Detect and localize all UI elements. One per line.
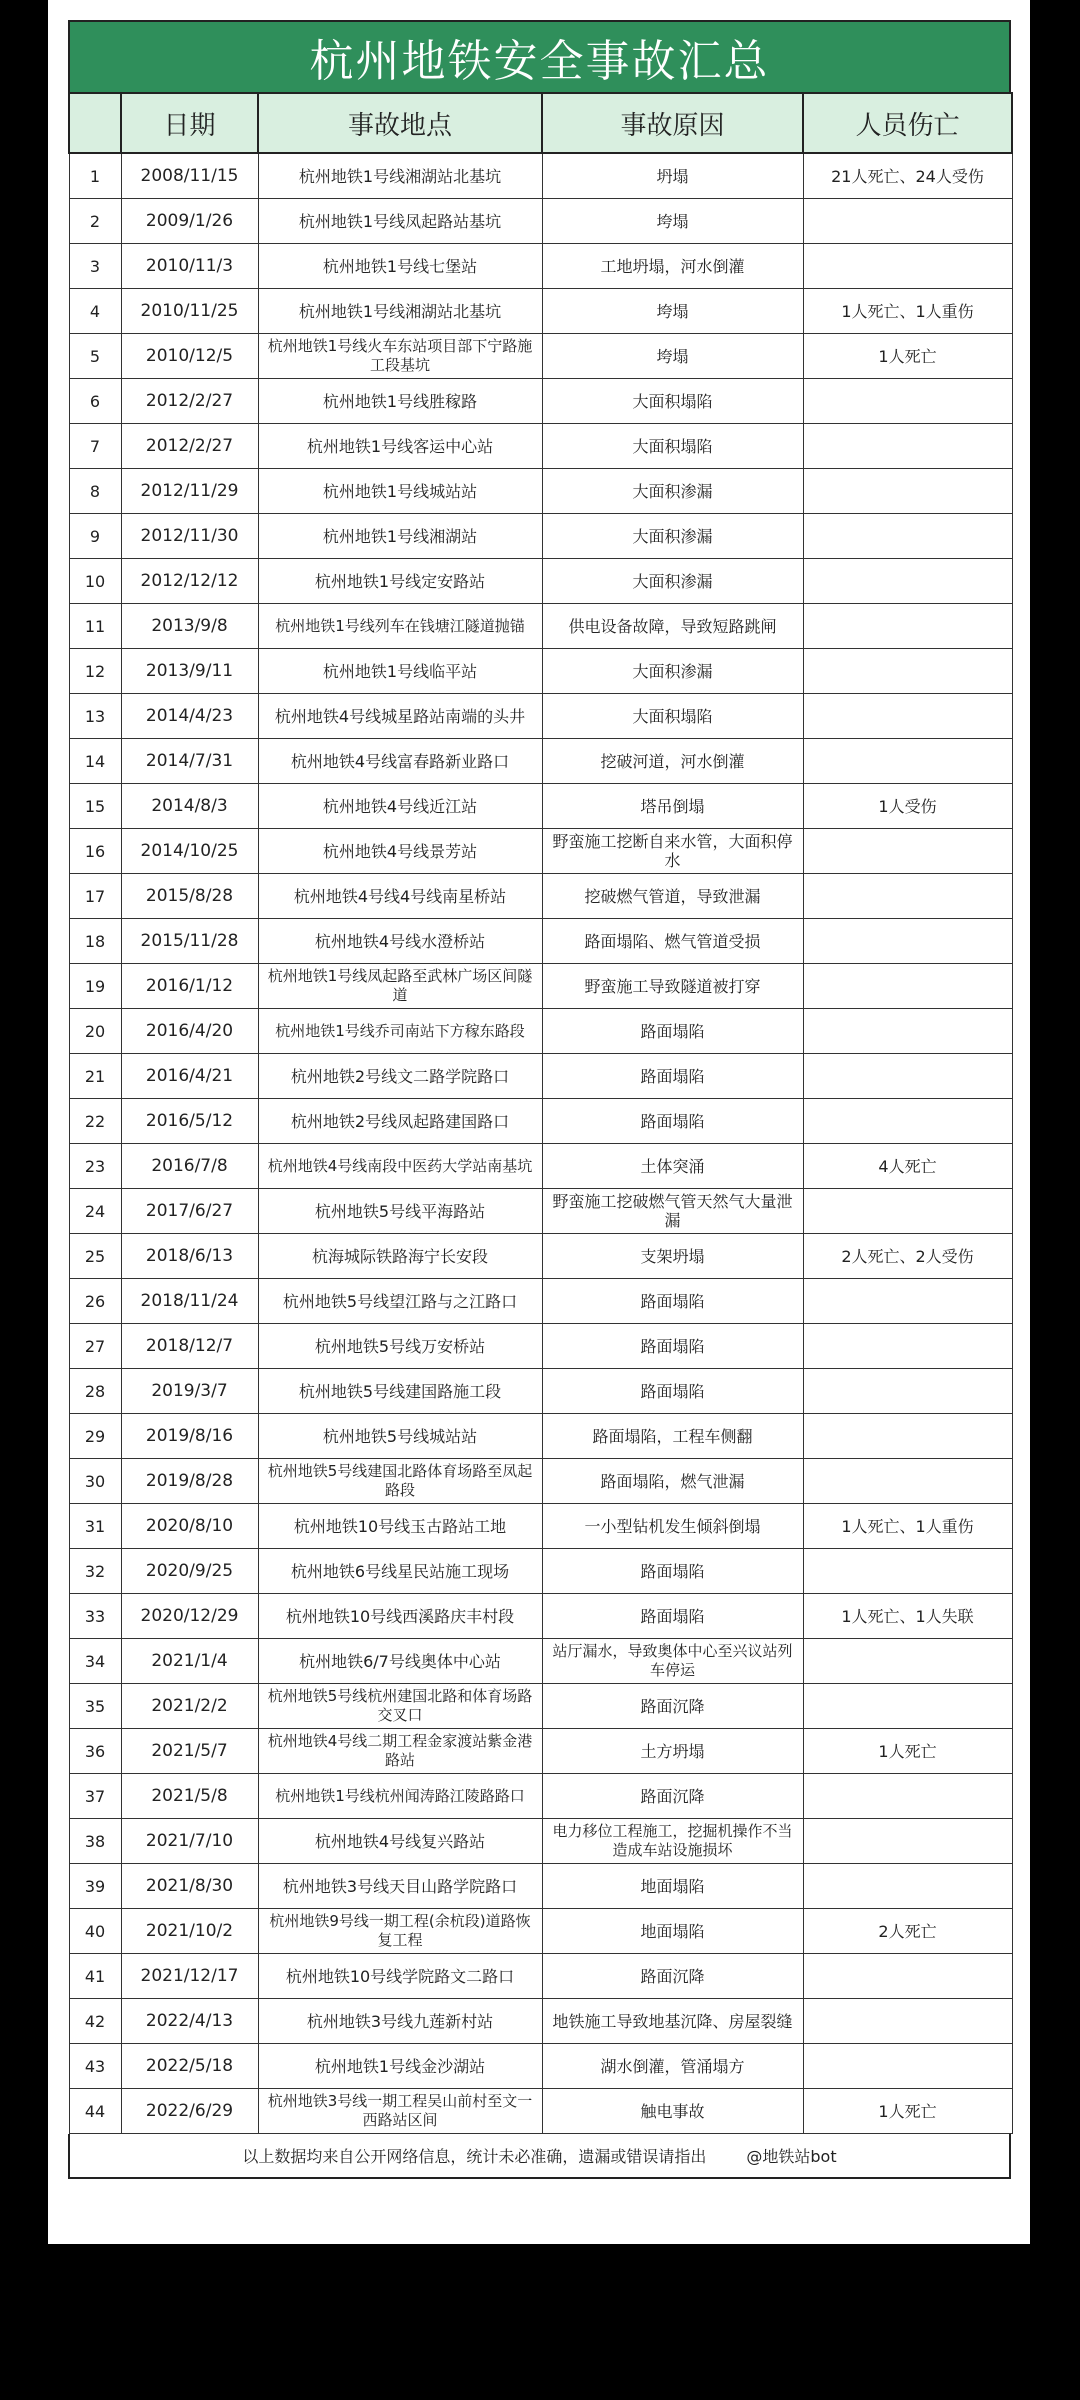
cell-cause: 触电事故 (542, 2089, 803, 2134)
table-row (69, 1144, 1012, 1189)
table-row (69, 1369, 1012, 1414)
cell-index: 36 (69, 1729, 121, 1774)
cell-cause: 挖破燃气管道，导致泄漏 (542, 874, 803, 919)
cell-date: 2017/6/27 (121, 1189, 258, 1234)
cell-casualties (803, 1774, 1012, 1819)
cell-casualties (803, 1954, 1012, 1999)
cell-index: 34 (69, 1639, 121, 1684)
cell-cause: 挖破河道，河水倒灌 (542, 739, 803, 784)
cell-date: 2018/11/24 (121, 1279, 258, 1324)
cell-cause: 一小型钻机发生倾斜倒塌 (542, 1504, 803, 1549)
cell-casualties: 2人死亡、2人受伤 (803, 1234, 1012, 1279)
cell-index: 20 (69, 1009, 121, 1054)
cell-casualties (803, 1099, 1012, 1144)
cell-casualties (803, 919, 1012, 964)
cell-index: 41 (69, 1954, 121, 1999)
cell-index: 24 (69, 1189, 121, 1234)
cell-index: 26 (69, 1279, 121, 1324)
cell-date: 2022/4/13 (121, 1999, 258, 2044)
cell-casualties (803, 1999, 1012, 2044)
cell-casualties: 1人死亡 (803, 2089, 1012, 2134)
cell-casualties (803, 199, 1012, 244)
cell-cause: 垮塌 (542, 289, 803, 334)
table-row (69, 1504, 1012, 1549)
cell-location: 杭州地铁3号线一期工程吴山前村至文一西路站区间 (258, 2089, 542, 2134)
cell-location: 杭州地铁4号线水澄桥站 (258, 919, 542, 964)
cell-index: 38 (69, 1819, 121, 1864)
cell-cause: 供电设备故障，导致短路跳闸 (542, 604, 803, 649)
cell-cause: 大面积塌陷 (542, 379, 803, 424)
cell-cause: 野蛮施工挖断自来水管，大面积停水 (542, 829, 803, 874)
cell-casualties (803, 469, 1012, 514)
cell-location: 杭州地铁9号线一期工程(余杭段)道路恢复工程 (258, 1909, 542, 1954)
cell-date: 2010/11/3 (121, 244, 258, 289)
cell-location: 杭州地铁4号线4号线南星桥站 (258, 874, 542, 919)
table-row (69, 784, 1012, 829)
cell-cause: 电力移位工程施工，挖掘机操作不当造成车站设施损坏 (542, 1819, 803, 1864)
cell-date: 2012/11/29 (121, 469, 258, 514)
cell-casualties: 4人死亡 (803, 1144, 1012, 1189)
cell-index: 25 (69, 1234, 121, 1279)
cell-date: 2016/4/21 (121, 1054, 258, 1099)
accident-table (68, 92, 1013, 2134)
cell-date: 2015/8/28 (121, 874, 258, 919)
table-row (69, 829, 1012, 874)
cell-casualties (803, 739, 1012, 784)
cell-index: 19 (69, 964, 121, 1009)
cell-date: 2019/8/28 (121, 1459, 258, 1504)
table-row (69, 964, 1012, 1009)
cell-cause: 大面积塌陷 (542, 424, 803, 469)
cell-casualties (803, 874, 1012, 919)
cell-casualties (803, 964, 1012, 1009)
table-row (69, 1999, 1012, 2044)
cell-cause: 大面积渗漏 (542, 514, 803, 559)
table-row (69, 1639, 1012, 1684)
cell-location: 杭州地铁1号线金沙湖站 (258, 2044, 542, 2089)
cell-date: 2015/11/28 (121, 919, 258, 964)
cell-index: 22 (69, 1099, 121, 1144)
cell-casualties (803, 1279, 1012, 1324)
cell-cause: 地铁施工导致地基沉降、房屋裂缝 (542, 1999, 803, 2044)
table-row (69, 153, 1012, 199)
cell-date: 2014/10/25 (121, 829, 258, 874)
cell-cause: 路面沉降 (542, 1954, 803, 1999)
cell-index: 14 (69, 739, 121, 784)
table-row (69, 379, 1012, 424)
table-row (69, 874, 1012, 919)
cell-index: 5 (69, 334, 121, 379)
cell-cause: 地面塌陷 (542, 1909, 803, 1954)
cell-cause: 路面塌陷 (542, 1099, 803, 1144)
cell-cause: 大面积渗漏 (542, 469, 803, 514)
cell-location: 杭州地铁3号线天目山路学院路口 (258, 1864, 542, 1909)
cell-location: 杭州地铁4号线复兴路站 (258, 1819, 542, 1864)
cell-index: 33 (69, 1594, 121, 1639)
cell-location: 杭州地铁10号线西溪路庆丰村段 (258, 1594, 542, 1639)
cell-casualties (803, 559, 1012, 604)
cell-location: 杭州地铁4号线南段中医药大学站南基坑 (258, 1144, 542, 1189)
cell-date: 2022/6/29 (121, 2089, 258, 2134)
cell-location: 杭州地铁3号线九莲新村站 (258, 1999, 542, 2044)
cell-cause: 地面塌陷 (542, 1864, 803, 1909)
cell-index: 42 (69, 1999, 121, 2044)
cell-date: 2012/2/27 (121, 424, 258, 469)
table-header-row (69, 93, 1012, 153)
cell-cause: 垮塌 (542, 334, 803, 379)
table-row (69, 1279, 1012, 1324)
cell-cause: 路面塌陷，工程车侧翻 (542, 1414, 803, 1459)
cell-cause: 野蛮施工导致隧道被打穿 (542, 964, 803, 1009)
cell-index: 11 (69, 604, 121, 649)
cell-location: 杭州地铁1号线湘湖站北基坑 (258, 153, 542, 199)
cell-location: 杭州地铁1号线凤起路至武林广场区间隧道 (258, 964, 542, 1009)
cell-location: 杭州地铁5号线杭州建国北路和体育场路交叉口 (258, 1684, 542, 1729)
cell-index: 44 (69, 2089, 121, 2134)
table-row (69, 694, 1012, 739)
cell-cause: 路面沉降 (542, 1774, 803, 1819)
footer-note-bar (68, 2134, 1011, 2179)
cell-date: 2021/1/4 (121, 1639, 258, 1684)
cell-date: 2019/8/16 (121, 1414, 258, 1459)
cell-location: 杭州地铁5号线望江路与之江路口 (258, 1279, 542, 1324)
cell-cause: 路面沉降 (542, 1684, 803, 1729)
cell-casualties (803, 1189, 1012, 1234)
cell-casualties (803, 1414, 1012, 1459)
footer-handle: @地铁站bot (746, 2147, 837, 2166)
cell-date: 2021/10/2 (121, 1909, 258, 1954)
cell-index: 8 (69, 469, 121, 514)
cell-location: 杭州地铁5号线建国北路体育场路至凤起路段 (258, 1459, 542, 1504)
cell-date: 2019/3/7 (121, 1369, 258, 1414)
cell-index: 43 (69, 2044, 121, 2089)
cell-date: 2013/9/11 (121, 649, 258, 694)
table-row (69, 919, 1012, 964)
cell-date: 2021/7/10 (121, 1819, 258, 1864)
header-cause: 事故原因 (542, 93, 803, 153)
cell-date: 2020/12/29 (121, 1594, 258, 1639)
table-row (69, 1459, 1012, 1504)
cell-index: 3 (69, 244, 121, 289)
cell-casualties: 1人死亡、1人失联 (803, 1594, 1012, 1639)
table-row (69, 1909, 1012, 1954)
cell-date: 2013/9/8 (121, 604, 258, 649)
header-location: 事故地点 (258, 93, 542, 153)
cell-location: 杭州地铁2号线凤起路建国路口 (258, 1099, 542, 1144)
cell-date: 2016/5/12 (121, 1099, 258, 1144)
footer-note: 以上数据均来自公开网络信息，统计未必准确，遗漏或错误请指出 (242, 2147, 707, 2166)
table-row (69, 1414, 1012, 1459)
cell-casualties (803, 1324, 1012, 1369)
cell-date: 2021/2/2 (121, 1684, 258, 1729)
cell-date: 2022/5/18 (121, 2044, 258, 2089)
cell-index: 39 (69, 1864, 121, 1909)
page-title: 杭州地铁安全事故汇总 (68, 20, 1011, 92)
cell-date: 2008/11/15 (121, 153, 258, 199)
table-row (69, 1954, 1012, 1999)
cell-index: 18 (69, 919, 121, 964)
cell-location: 杭州地铁1号线客运中心站 (258, 424, 542, 469)
cell-casualties (803, 1639, 1012, 1684)
cell-casualties (803, 2044, 1012, 2089)
cell-index: 21 (69, 1054, 121, 1099)
cell-index: 2 (69, 199, 121, 244)
cell-index: 16 (69, 829, 121, 874)
cell-location: 杭州地铁10号线玉古路站工地 (258, 1504, 542, 1549)
cell-cause: 路面塌陷 (542, 1369, 803, 1414)
cell-date: 2016/4/20 (121, 1009, 258, 1054)
cell-cause: 路面塌陷 (542, 1054, 803, 1099)
header-index (69, 93, 121, 153)
table-row (69, 2044, 1012, 2089)
cell-casualties (803, 1369, 1012, 1414)
cell-index: 27 (69, 1324, 121, 1369)
table-row (69, 1054, 1012, 1099)
cell-casualties: 1人受伤 (803, 784, 1012, 829)
cell-casualties (803, 424, 1012, 469)
table-row (69, 1099, 1012, 1144)
cell-date: 2012/2/27 (121, 379, 258, 424)
cell-casualties (803, 1819, 1012, 1864)
cell-cause: 路面塌陷，燃气泄漏 (542, 1459, 803, 1504)
cell-location: 杭州地铁4号线城星路站南端的头井 (258, 694, 542, 739)
cell-index: 6 (69, 379, 121, 424)
header-date: 日期 (121, 93, 258, 153)
cell-casualties (803, 379, 1012, 424)
cell-casualties (803, 694, 1012, 739)
table-row (69, 739, 1012, 784)
cell-casualties: 21人死亡、24人受伤 (803, 153, 1012, 199)
cell-date: 2021/5/8 (121, 1774, 258, 1819)
cell-cause: 路面塌陷 (542, 1279, 803, 1324)
table-row (69, 1684, 1012, 1729)
cell-casualties (803, 1684, 1012, 1729)
cell-location: 杭州地铁5号线建国路施工段 (258, 1369, 542, 1414)
cell-location: 杭州地铁1号线临平站 (258, 649, 542, 694)
cell-location: 杭州地铁1号线城站站 (258, 469, 542, 514)
cell-casualties (803, 604, 1012, 649)
cell-cause: 路面塌陷 (542, 1549, 803, 1594)
cell-index: 4 (69, 289, 121, 334)
cell-cause: 大面积渗漏 (542, 649, 803, 694)
cell-cause: 土方坍塌 (542, 1729, 803, 1774)
cell-index: 32 (69, 1549, 121, 1594)
cell-location: 杭州地铁1号线湘湖站 (258, 514, 542, 559)
table-row (69, 1729, 1012, 1774)
cell-location: 杭州地铁4号线二期工程金家渡站紫金港路站 (258, 1729, 542, 1774)
cell-date: 2016/7/8 (121, 1144, 258, 1189)
cell-location: 杭州地铁10号线学院路文二路口 (258, 1954, 542, 1999)
accident-summary-sheet (48, 0, 1030, 2244)
cell-date: 2010/12/5 (121, 334, 258, 379)
table-row (69, 1594, 1012, 1639)
table-row (69, 1549, 1012, 1594)
cell-index: 40 (69, 1909, 121, 1954)
cell-date: 2016/1/12 (121, 964, 258, 1009)
table-row (69, 334, 1012, 379)
cell-date: 2021/5/7 (121, 1729, 258, 1774)
cell-cause: 路面塌陷 (542, 1324, 803, 1369)
cell-location: 杭州地铁5号线万安桥站 (258, 1324, 542, 1369)
cell-cause: 大面积渗漏 (542, 559, 803, 604)
cell-location: 杭州地铁4号线富春路新业路口 (258, 739, 542, 784)
table-row (69, 514, 1012, 559)
table-row (69, 424, 1012, 469)
cell-index: 37 (69, 1774, 121, 1819)
cell-cause: 土体突涌 (542, 1144, 803, 1189)
cell-cause: 塔吊倒塌 (542, 784, 803, 829)
cell-index: 30 (69, 1459, 121, 1504)
cell-location: 杭州地铁4号线近江站 (258, 784, 542, 829)
cell-location: 杭州地铁5号线城站站 (258, 1414, 542, 1459)
table-row (69, 1189, 1012, 1234)
cell-casualties: 1人死亡 (803, 1729, 1012, 1774)
cell-casualties (803, 649, 1012, 694)
cell-cause: 工地坍塌，河水倒灌 (542, 244, 803, 289)
cell-index: 13 (69, 694, 121, 739)
table-row (69, 1774, 1012, 1819)
table-row (69, 289, 1012, 334)
table-row (69, 199, 1012, 244)
cell-casualties (803, 1549, 1012, 1594)
cell-casualties: 2人死亡 (803, 1909, 1012, 1954)
cell-location: 杭州地铁1号线七堡站 (258, 244, 542, 289)
cell-index: 31 (69, 1504, 121, 1549)
cell-cause: 野蛮施工挖破燃气管天然气大量泄漏 (542, 1189, 803, 1234)
cell-casualties: 1人死亡 (803, 334, 1012, 379)
cell-location: 杭州地铁1号线列车在钱塘江隧道抛锚 (258, 604, 542, 649)
cell-index: 12 (69, 649, 121, 694)
table-row (69, 1009, 1012, 1054)
cell-date: 2014/4/23 (121, 694, 258, 739)
header-casualties: 人员伤亡 (803, 93, 1012, 153)
cell-location: 杭州地铁1号线湘湖站北基坑 (258, 289, 542, 334)
table-row (69, 1819, 1012, 1864)
cell-casualties: 1人死亡、1人重伤 (803, 1504, 1012, 1549)
table-row (69, 649, 1012, 694)
cell-index: 23 (69, 1144, 121, 1189)
cell-date: 2018/12/7 (121, 1324, 258, 1369)
table-row (69, 244, 1012, 289)
cell-cause: 路面塌陷 (542, 1594, 803, 1639)
cell-location: 杭州地铁1号线定安路站 (258, 559, 542, 604)
cell-date: 2020/8/10 (121, 1504, 258, 1549)
cell-cause: 垮塌 (542, 199, 803, 244)
table-row (69, 559, 1012, 604)
cell-index: 9 (69, 514, 121, 559)
cell-casualties (803, 244, 1012, 289)
cell-location: 杭州地铁1号线乔司南站下方稼东路段 (258, 1009, 542, 1054)
cell-casualties (803, 514, 1012, 559)
cell-location: 杭州地铁1号线火车东站项目部下宁路施工段基坑 (258, 334, 542, 379)
cell-cause: 站厅漏水，导致奥体中心至兴议站列车停运 (542, 1639, 803, 1684)
cell-casualties: 1人死亡、1人重伤 (803, 289, 1012, 334)
cell-location: 杭州地铁1号线杭州闻涛路江陵路路口 (258, 1774, 542, 1819)
cell-cause: 大面积塌陷 (542, 694, 803, 739)
cell-date: 2020/9/25 (121, 1549, 258, 1594)
cell-casualties (803, 1864, 1012, 1909)
cell-location: 杭州地铁2号线文二路学院路口 (258, 1054, 542, 1099)
cell-date: 2012/12/12 (121, 559, 258, 604)
cell-location: 杭海城际铁路海宁长安段 (258, 1234, 542, 1279)
cell-location: 杭州地铁5号线平海路站 (258, 1189, 542, 1234)
cell-cause: 路面塌陷、燃气管道受损 (542, 919, 803, 964)
cell-location: 杭州地铁6号线星民站施工现场 (258, 1549, 542, 1594)
cell-location: 杭州地铁1号线胜稼路 (258, 379, 542, 424)
cell-index: 35 (69, 1684, 121, 1729)
table-row (69, 604, 1012, 649)
cell-location: 杭州地铁6/7号线奥体中心站 (258, 1639, 542, 1684)
cell-date: 2009/1/26 (121, 199, 258, 244)
cell-index: 17 (69, 874, 121, 919)
cell-index: 29 (69, 1414, 121, 1459)
cell-date: 2014/7/31 (121, 739, 258, 784)
cell-cause: 湖水倒灌，管涌塌方 (542, 2044, 803, 2089)
table-row (69, 2089, 1012, 2134)
cell-casualties (803, 1009, 1012, 1054)
cell-casualties (803, 1459, 1012, 1504)
cell-cause: 坍塌 (542, 153, 803, 199)
cell-index: 15 (69, 784, 121, 829)
cell-date: 2018/6/13 (121, 1234, 258, 1279)
table-row (69, 1234, 1012, 1279)
cell-index: 10 (69, 559, 121, 604)
cell-index: 28 (69, 1369, 121, 1414)
table-row (69, 469, 1012, 514)
cell-index: 7 (69, 424, 121, 469)
cell-date: 2021/8/30 (121, 1864, 258, 1909)
cell-casualties (803, 829, 1012, 874)
table-row (69, 1324, 1012, 1369)
cell-date: 2012/11/30 (121, 514, 258, 559)
cell-index: 1 (69, 153, 121, 199)
cell-date: 2010/11/25 (121, 289, 258, 334)
cell-date: 2021/12/17 (121, 1954, 258, 1999)
cell-location: 杭州地铁1号线凤起路站基坑 (258, 199, 542, 244)
table-row (69, 1864, 1012, 1909)
cell-cause: 路面塌陷 (542, 1009, 803, 1054)
cell-date: 2014/8/3 (121, 784, 258, 829)
cell-cause: 支架坍塌 (542, 1234, 803, 1279)
cell-casualties (803, 1054, 1012, 1099)
cell-location: 杭州地铁4号线景芳站 (258, 829, 542, 874)
